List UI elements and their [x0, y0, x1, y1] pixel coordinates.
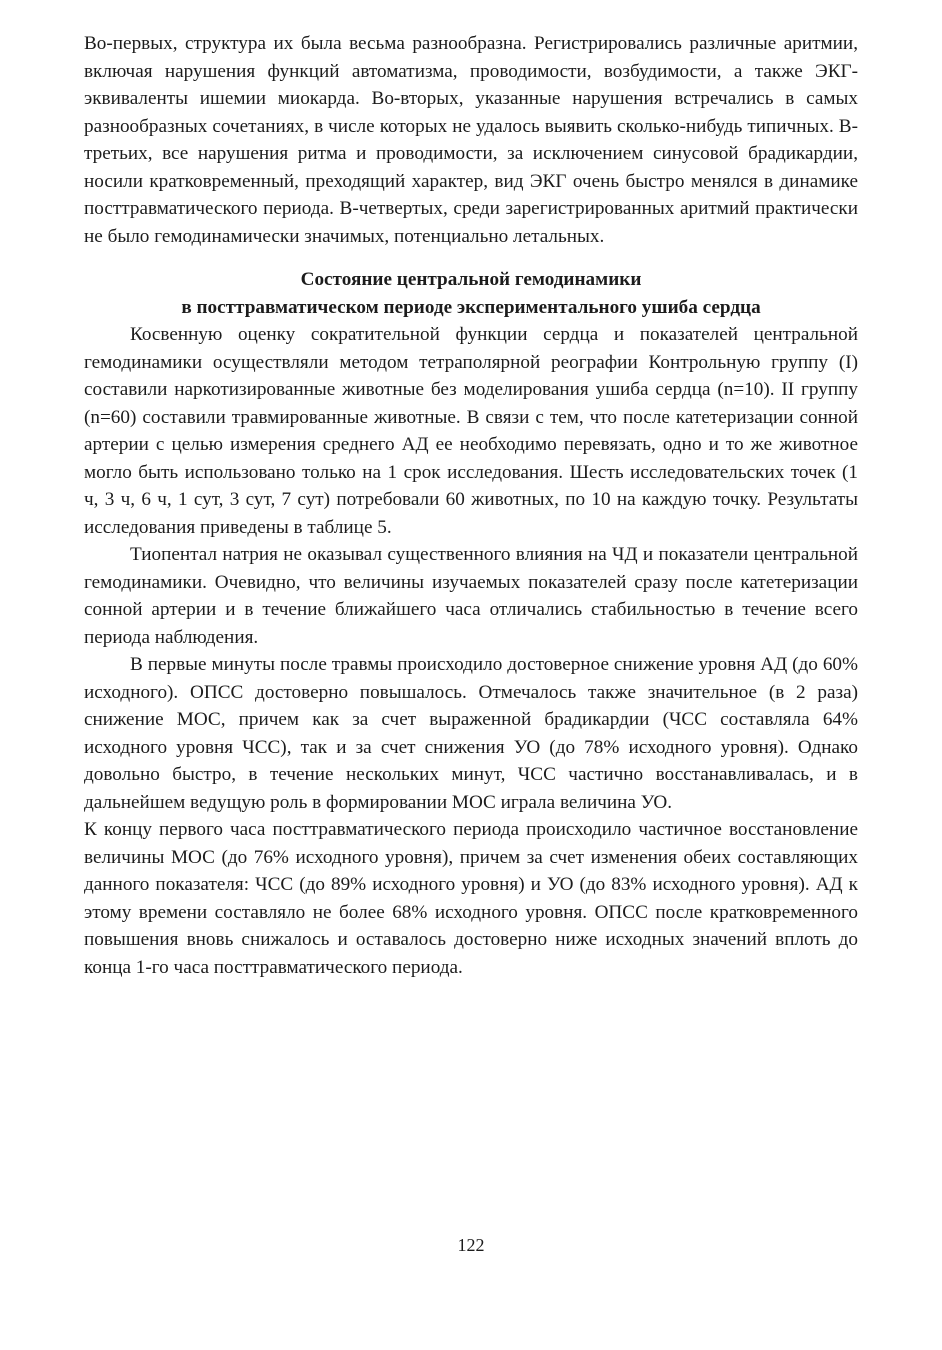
paragraph-first-hour: К концу первого часа посттравматического периода происходило частичное восстановление величины МОС (до 76% исходного уровня), причем за счет изменения обеих составляющих данного показателя: ЧСС (до 89% исходного уровня) и УО (до 83% исходного уровня). АД к этому времени составляло не более 68% исходного уровня. ОПСС после кратковременного повышения вновь снижалось и оставалось достоверно ниже исходных значений вплоть до конца 1-го часа посттравматического периода.	[84, 819, 858, 978]
document-page	[84, 30, 858, 981]
paragraph-methods: Косвенную оценку сократительной функции сердца и показателей центральной гемодинамики осуществляли методом тетраполярной реографии Контрольную группу (I) составили наркотизированные животные без моделирования ушиба сердца (n=10). II группу (n=60) составили травмированные животные. В связи с тем, что после катетеризации сонной артерии с целью измерения среднего АД ее необходимо перевязать, одно и то же животное могло быть использовано только на 1 срок исследования. Шесть исследовательских точек (1 ч, 3 ч, 6 ч, 1 сут, 3 сут, 7 сут) потребовали 60 животных, по 10 на каждую точку. Результаты исследования приведены в таблице 5.	[84, 324, 858, 538]
section-heading	[84, 266, 858, 321]
page-number: 122	[457, 1235, 485, 1255]
paragraph-first-minutes: В первые минуты после травмы происходило достоверное снижение уровня АД (до 60% исходного). ОПСС достоверно повышалось. Отмечалось также значительное (в 2 раза) снижение МОС, причем как за счет выраженной брадикардии (ЧСС составляла 64% исходного уровня ЧСС), так и за счет снижения УО (до 78% исходного уровня). Однако довольно быстро, в течение нескольких минут, ЧСС частично восстанавливалась, и в дальнейшем ведущую роль в формировании МОС играла величина УО.	[84, 654, 858, 813]
paragraph-intro: Во-первых, структура их была весьма разнообразна. Регистрировались различные аритмии, включая нарушения функций автоматизма, проводимости, возбудимости, а также ЭКГ-эквиваленты ишемии миокарда. Во-вторых, указанные нарушения встречались в самых разнообразных сочетаниях, в числе которых не удалось выявить сколько-нибудь типичных. В-третьих, все нарушения ритма и проводимости, за исключением синусовой брадикардии, носили кратковременный, преходящий характер, вид ЭКГ очень быстро менялся в динамике посттравматического периода. В-четвертых, среди зарегистрированных аритмий практически не было гемодинамически значимых, потенциально летальных.	[84, 33, 858, 247]
heading-line-2: в посттравматическом периоде экспериментального ушиба сердца	[181, 296, 761, 318]
paragraph-thiopental: Тиопентал натрия не оказывал существенного влияния на ЧД и показатели центральной гемодинамики. Очевидно, что величины изучаемых показателей сразу после катетеризации сонной артерии и в течение ближайшего часа отличались стабильностью в течение всего периода наблюдения.	[84, 544, 858, 648]
heading-line-1: Состояние центральной гемодинамики	[300, 269, 642, 290]
